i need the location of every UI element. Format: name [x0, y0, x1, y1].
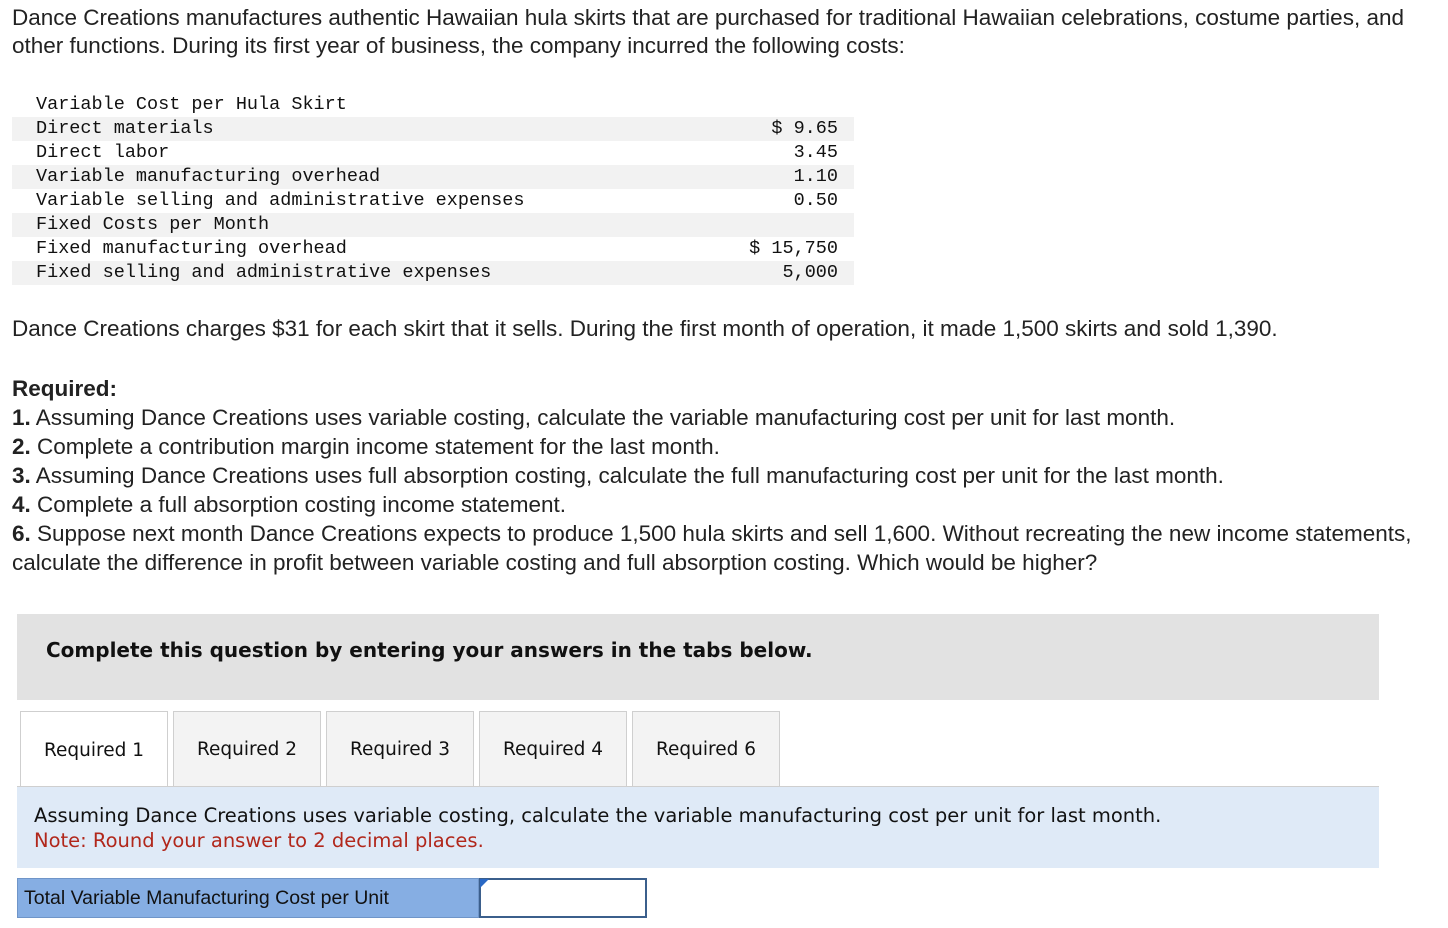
required-number: 3. — [12, 463, 31, 488]
required-number: 1. — [12, 405, 31, 430]
cost-label: Direct materials — [36, 118, 214, 139]
required-text: Assuming Dance Creations uses full absorption costing, calculate the full manufacturing cost per unit for the last month. — [30, 463, 1224, 488]
answer-label: Total Variable Manufacturing Cost per Unit — [17, 878, 479, 918]
required-text: Complete a full absorption costing income statement. — [30, 492, 567, 517]
answer-input[interactable] — [479, 878, 647, 918]
cost-label: Fixed manufacturing overhead — [36, 238, 347, 259]
required-heading: Required: — [12, 376, 118, 401]
required-text: Suppose next month Dance Creations expects to produce 1,500 hula skirts and sell 1,600. Without recreating the new income statements, calculate the difference in profit between variable costing and full absorption costing. Which would be higher? — [12, 521, 1412, 575]
required-tabs — [20, 711, 785, 787]
required-number: 2. — [12, 434, 31, 459]
required-item — [12, 519, 1444, 577]
cost-value: 3.45 — [793, 142, 838, 163]
problem-intro: Dance Creations manufactures authentic Hawaiian hula skirts that are purchased for traditional Hawaiian celebrations, costume parties, and other functions. During its first year of business, the company incurred the following costs: — [12, 5, 1404, 58]
cost-table — [12, 93, 854, 285]
tab-required-4[interactable]: Required 4 — [479, 711, 627, 786]
cost-label: Variable Cost per Hula Skirt — [36, 94, 347, 115]
tab-required-3[interactable]: Required 3 — [326, 711, 474, 786]
input-marker-icon — [480, 879, 489, 888]
cost-value: 1.10 — [793, 166, 838, 187]
cost-row — [12, 117, 854, 141]
instructions-banner — [17, 614, 1379, 700]
cost-row — [12, 141, 854, 165]
cost-label: Variable selling and administrative expenses — [36, 190, 525, 211]
answer-cell — [479, 878, 647, 918]
required-number: 4. — [12, 492, 31, 517]
tab-required-1[interactable]: Required 1 — [20, 711, 168, 788]
cost-value: 0.50 — [793, 190, 838, 211]
cost-row — [12, 261, 854, 285]
tab-required-6[interactable]: Required 6 — [632, 711, 780, 786]
question-panel — [17, 787, 1379, 868]
cost-label: Direct labor — [36, 142, 170, 163]
required-text: Complete a contribution margin income statement for the last month. — [30, 434, 720, 459]
cost-label: Fixed Costs per Month — [36, 214, 270, 235]
tab-required-2[interactable]: Required 2 — [173, 711, 321, 786]
required-item — [12, 461, 1444, 490]
cost-value: 5,000 — [782, 262, 838, 283]
required-item — [12, 490, 1444, 519]
cost-row — [12, 93, 854, 117]
pricing-statement: Dance Creations charges $31 for each skirt that it sells. During the first month of operation, it made 1,500 skirts and sold 1,390. — [12, 316, 1278, 341]
cost-value — [638, 213, 854, 237]
required-list — [12, 374, 1444, 577]
required-text: Assuming Dance Creations uses variable costing, calculate the variable manufacturing cost per unit for last month. — [30, 405, 1176, 430]
instructions-text: Complete this question by entering your answers in the tabs below. — [46, 638, 813, 662]
cost-row — [12, 213, 854, 237]
cost-label: Variable manufacturing overhead — [36, 166, 381, 187]
cost-label: Fixed selling and administrative expenses — [36, 262, 492, 283]
required-item — [12, 403, 1444, 432]
required-number: 6. — [12, 521, 31, 546]
cost-row — [12, 237, 854, 261]
cost-row — [12, 189, 854, 213]
cost-value: $ 9.65 — [771, 118, 838, 139]
panel-question: Assuming Dance Creations uses variable costing, calculate the variable manufacturing cost per unit for last month. — [34, 804, 1162, 827]
required-item — [12, 432, 1444, 461]
cost-row — [12, 165, 854, 189]
cost-value: $ 15,750 — [749, 238, 838, 259]
cost-value — [638, 93, 854, 117]
answer-row — [17, 878, 647, 918]
panel-note: Note: Round your answer to 2 decimal places. — [34, 829, 484, 852]
